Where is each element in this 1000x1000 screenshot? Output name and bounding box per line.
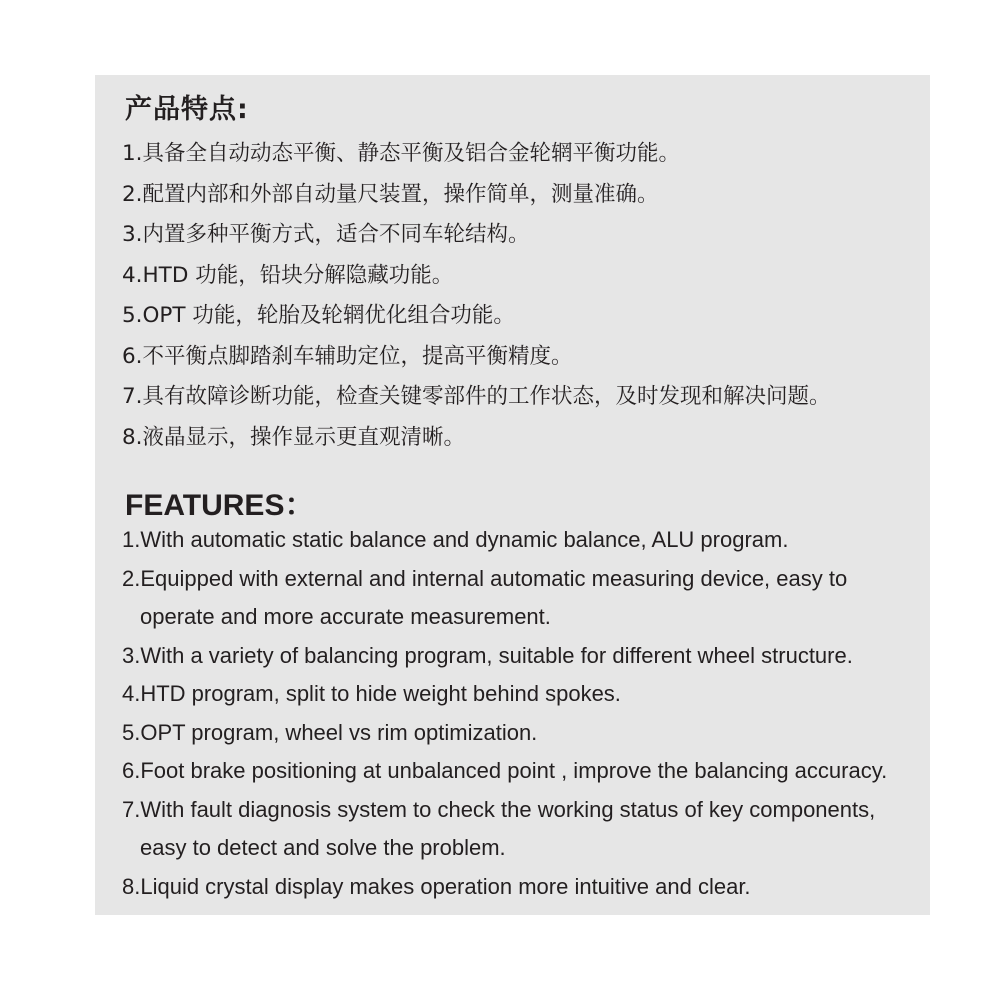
chinese-features-heading: 产品特点: xyxy=(125,94,249,125)
chinese-feature-item: 7.具有故障诊断功能，检查关键零部件的工作状态，及时发现和解决问题。 xyxy=(122,384,831,409)
english-feature-item xyxy=(122,637,887,676)
english-feature-item xyxy=(122,560,887,637)
english-feature-continuation: operate and more accurate measurement. xyxy=(140,604,551,629)
english-features-list xyxy=(122,521,887,906)
english-feature-item xyxy=(122,868,887,907)
english-feature-item xyxy=(122,752,887,791)
chinese-feature-item: 2.配置内部和外部自动量尺装置，操作简单，测量准确。 xyxy=(122,181,659,207)
features-panel xyxy=(95,75,930,915)
english-feature-text: 3.With a variety of balancing program, suitable for different wheel structure. xyxy=(122,642,853,668)
chinese-features-list xyxy=(122,134,831,458)
english-feature-item xyxy=(122,714,887,753)
english-feature-text: 2.Equipped with external and internal automatic measuring device, easy to xyxy=(122,565,848,591)
english-feature-item xyxy=(122,521,887,560)
chinese-feature-item: 8.液晶显示，操作显示更直观清晰。 xyxy=(122,424,466,450)
english-feature-text: 7.With fault diagnosis system to check the working status of key components, xyxy=(122,796,876,822)
chinese-feature-item: 3.内置多种平衡方式，适合不同车轮结构。 xyxy=(122,222,530,247)
english-feature-text: 5.OPT program, wheel vs rim optimization. xyxy=(122,719,538,745)
chinese-feature-item: 5.OPT 功能，轮胎及轮辋优化组合功能。 xyxy=(122,303,515,328)
english-feature-item xyxy=(122,791,887,868)
english-feature-item xyxy=(122,675,887,714)
english-feature-text: 6.Foot brake positioning at unbalanced point , improve the balancing accuracy. xyxy=(122,758,888,783)
chinese-feature-item: 1.具备全自动动态平衡、静态平衡及铝合金轮辋平衡功能。 xyxy=(122,141,681,166)
english-feature-text: 8.Liquid crystal display makes operation more intuitive and clear. xyxy=(122,873,751,899)
english-features-heading: FEATURES： xyxy=(125,489,315,522)
chinese-feature-item: 6.不平衡点脚踏刹车辅助定位，提高平衡精度。 xyxy=(122,343,573,369)
english-feature-text: 1.With automatic static balance and dynamic balance, ALU program. xyxy=(122,527,789,552)
english-feature-text: 4.HTD program, split to hide weight behind spokes. xyxy=(122,681,621,706)
chinese-feature-item: 4.HTD 功能，铅块分解隐藏功能。 xyxy=(122,262,454,288)
english-feature-continuation: easy to detect and solve the problem. xyxy=(140,835,506,860)
